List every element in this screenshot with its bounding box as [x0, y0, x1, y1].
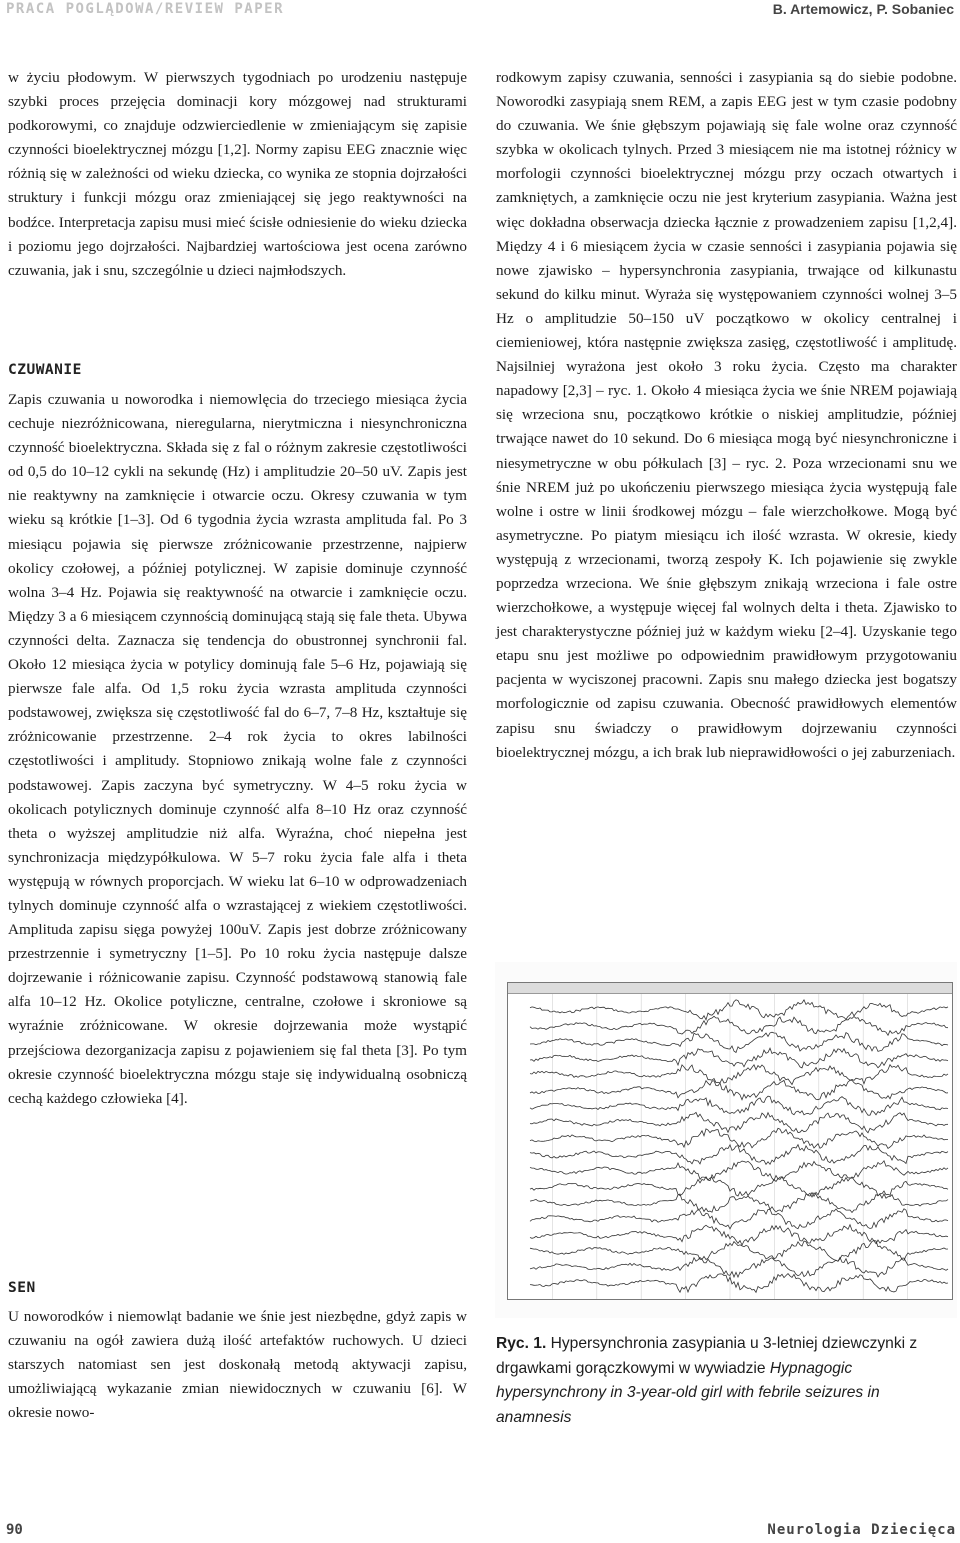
eeg-channel-trace — [530, 1032, 948, 1052]
column-1-sen — [8, 1305, 467, 1425]
caption-polish: Hypersynchronia zasypiania u 3-letniej dziewczynki z drgawkami gorączkowymi w wywiadzie — [496, 1335, 918, 1377]
journal-name: Neurologia Dziecięca — [767, 1522, 956, 1538]
column-2 — [496, 66, 957, 765]
intro-paragraph: w życiu płodowym. W pierwszych tygodniach po urodzeniu następuje szybki proces przejęcia dominacji kory mózgowej nad strukturami podkorowymi, co znajduje odzwierciedlenie w zmieniającym się zapisie czynności bioelektrycznej mózgu [1,2]. Normy zapisu EEG znacznie więc różnią się w zależności od wieku dziecka, co wynika ze stopnia dojrzałości struktury i funkcji mózgu oraz zmieniającej się jego reaktywności na bodźce. Interpretacja zapisu musi mieć ścisłe odniesienie do wieku dziecka i poziomu jego dojrzałości. Najbardziej wartościowa jest ocena zarówno czuwania, jak i snu, szczególnie u dzieci najmłodszych. — [8, 69, 467, 279]
eeg-channel-trace — [530, 1065, 948, 1085]
figure-caption — [496, 1332, 957, 1430]
eeg-channel-trace — [530, 1257, 948, 1277]
sen-paragraph: U noworodków i niemowląt badanie we śnie jest niezbędne, gdyż zapis w czuwaniu na ogół zawiera dużą ilość artefaktów ruchowych. U dzieci starszych natomiast sen jest doskonałą metodą aktywacji zapisu, umożliwiającą wykazanie zmian niewidocznych w czuwaniu [6]. W okresie nowo- — [8, 1308, 467, 1422]
heading-czuwanie: CZUWANIE — [8, 362, 82, 378]
figure-eeg — [495, 962, 957, 1318]
running-header — [0, 0, 960, 18]
eeg-channel-trace — [530, 1096, 948, 1115]
eeg-channel-trace — [530, 1145, 948, 1165]
eeg-channel-trace — [530, 1000, 948, 1020]
caption-label: Ryc. 1. — [496, 1335, 547, 1352]
page-footer — [6, 1522, 956, 1540]
czuwanie-paragraph: Zapis czuwania u noworodka i niemowlęcia do trzeciego miesiąca życia cechuje niezróżnicowana, nieregularna, nierytmiczna i niesynchroniczna czynność bioelektryczna. Składa się z fal o różnym zakresie częstotliwości od 0,5 do 10–12 cykli na sekundę (Hz) i amplitudzie 20–50 uV. Zapis jest nie reaktywny na zamknięcie i otwarcie oczu. Okresy czuwania w tym wieku są krótkie [1–3]. Od 6 tygodnia życia wzrasta amplituda fal. Po 3 miesiącu pojawia się pierwsze zróżnicowanie przestrzenne, najpierw okolicy czołowej, a później potylicznej. W zapisie dominuje czynność wolna 3–4 Hz. Pojawia się reaktywność na otwarcie i zamknięcie oczu. Między 3 a 6 miesiącem czynnością dominującą stają się fale theta. Ubywa czynności delta. Zaznacza się tendencja do obustronnej synchronii fal. Około 12 miesiąca życia w potylicy dominują fale 5–6 Hz, pojawiają się pierwsze fale alfa. Od 1,5 roku życia wzrasta amplituda czynności podstawowej, zwiększa się częstotliwość fal do 6–7, 7–8 Hz, kształtuje się zróżnicowanie przestrzenne. 2–4 rok życia to okres labilności częstotliwości i amplitudy. Stopniowo znikają wolne fale z czynności podstawowej. Zapis zaczyna być symetryczny. W 4–5 roku życia w okolicach potylicznych dominuje czynność alfa 8–10 Hz oraz czynność theta o wyższej amplitudzie niż alfa. Wyraźna, choć niepełna jest synchronizacja międzypółkulowa. W 5–7 roku życia fale alfa i theta występują w równych proporcjach. W wieku lat 6–10 w odprowadzeniach tylnych dominuje czynność alfa o wzrastającej z wiekiem częstotliwości. Amplituda zapisu sięga powyżej 100uV. Zapis jest dobrze zróżnicowany przestrzennie i symetryczny [1–5]. Po 10 roku życia następuje dalsze dojrzewanie i różnicowanie zapisu. Czynność podstawową stanowią fale alfa 10–12 Hz. Okolice potyliczne, centralne, czołowe i skroniowe są wyraźnie zróżnicowane. W okresie dojrzewania może wystąpić przejściowa dezorganizacja zapisu z pojawieniem się fal theta [3]. Po tym okresie czynność bioelektryczna mózgu staje się indywidualną osobniczą cechą każdego człowieka [4]. — [8, 391, 467, 1107]
eeg-trace-frame — [507, 982, 953, 1300]
eeg-channel-trace — [530, 1128, 948, 1148]
eeg-trace-image — [508, 994, 952, 1299]
eeg-channel-trace — [530, 1193, 948, 1213]
eeg-channel-trace — [530, 1177, 948, 1197]
column-2-paragraph: rodkowym zapisy czuwania, senności i zasypiania są do siebie podobne. Noworodki zasypiają snem REM, a zapis EEG jest w tym czasie podobny do czuwania. We śnie głębszym pojawiają się fale wolne oraz czynność szybka w okolicach tylnych. Przed 3 miesiącem nie ma istotnej różnicy w morfologii czynności bioelektrycznej mózgu przy oczach otwartych i zamkniętych, a zamknięcie oczu nie jest kryterium zasypiania. Ważna jest więc dokładna obserwacja dziecka łącznie z prowadzeniem zapisu [1,2,4]. Między 4 i 6 miesiącem życia w czasie senności i zasypiania pojawia się nowe zjawisko – hypersynchronia zasypiania, trwające od kilkunastu sekund do kilku minut. Wyraża się występowaniem czynności wolnej 3–5 Hz o amplitudzie 50–150 uV początkowo w okolicy centralnej i ciemieniowej, która następnie zwiększa zasięg, częstotliwość i amplitudę. Najsilniej wyrażona jest około 3 roku życia. Często ma charakter napadowy [2,3] – ryc. 1. Około 4 miesiąca życia we śnie NREM pojawiają się wrzeciona snu, początkowo krótkie o niskiej amplitudzie, później trwające nawet do 10 sekund. Do 6 miesiąca mogą być niesynchroniczne i niesymetryczne w obu półkulach [3] – ryc. 2. Poza wrzecionami snu we śnie NREM już po ukończeniu pierwszego miesiąca życia występują fale wolne i ostre w linii środkowej mózgu – fale wierzchołkowe. Mogą być asymetryczne. Po piatym miesiącu ich ilość wzrasta. W okresie, kiedy występują z wrzecionami, tworzą zespoły K. Ich pojawienie się zwykle poprzedza wrzeciona. We śnie głębszym znikają wrzeciona i fale ostre wierzchołkowe, a występuje więcej fal wolnych delta i theta. Zjawisko to jest charakterystyczne później już w każdym wieku [2–4]. Uzyskanie tego etapu snu jest możliwe po odpowiednim prawidłowym przygotowaniu pacjenta w wyciszonej pracowni. Zapis snu małego dziecka jest bogatszy morfologicznie od zapisu czuwania. Obecność prawidłowych elementów zapisu snu świadczy o prawidłowym dojrzewaniu czynności bioelektrycznej mózgu, a ich brak lub nieprawidłowości o jej zaburzeniach. — [496, 69, 957, 761]
column-1-intro — [8, 66, 467, 283]
eeg-channel-trace — [530, 1209, 948, 1229]
caption-english: Hypnagogic hypersynchrony in 3-year-old girl with febrile seizures in anamnesis — [496, 1359, 880, 1426]
heading-sen: SEN — [8, 1280, 36, 1296]
eeg-toolbar — [508, 983, 952, 994]
eeg-channel-trace — [530, 1016, 948, 1035]
section-label: PRACA POGLĄDOWA/REVIEW PAPER — [6, 1, 285, 17]
eeg-channel-trace — [530, 1048, 948, 1068]
authors: B. Artemowicz, P. Sobaniec — [772, 1, 954, 17]
column-1-czuwanie — [8, 388, 467, 1111]
eeg-channel-trace — [530, 1241, 948, 1262]
eeg-channel-trace — [530, 1274, 948, 1293]
page-number: 90 — [6, 1522, 23, 1538]
eeg-channel-trace — [530, 1112, 948, 1132]
eeg-channel-trace — [530, 1080, 948, 1100]
eeg-channel-trace — [530, 1161, 948, 1181]
eeg-channel-trace — [530, 1225, 948, 1245]
